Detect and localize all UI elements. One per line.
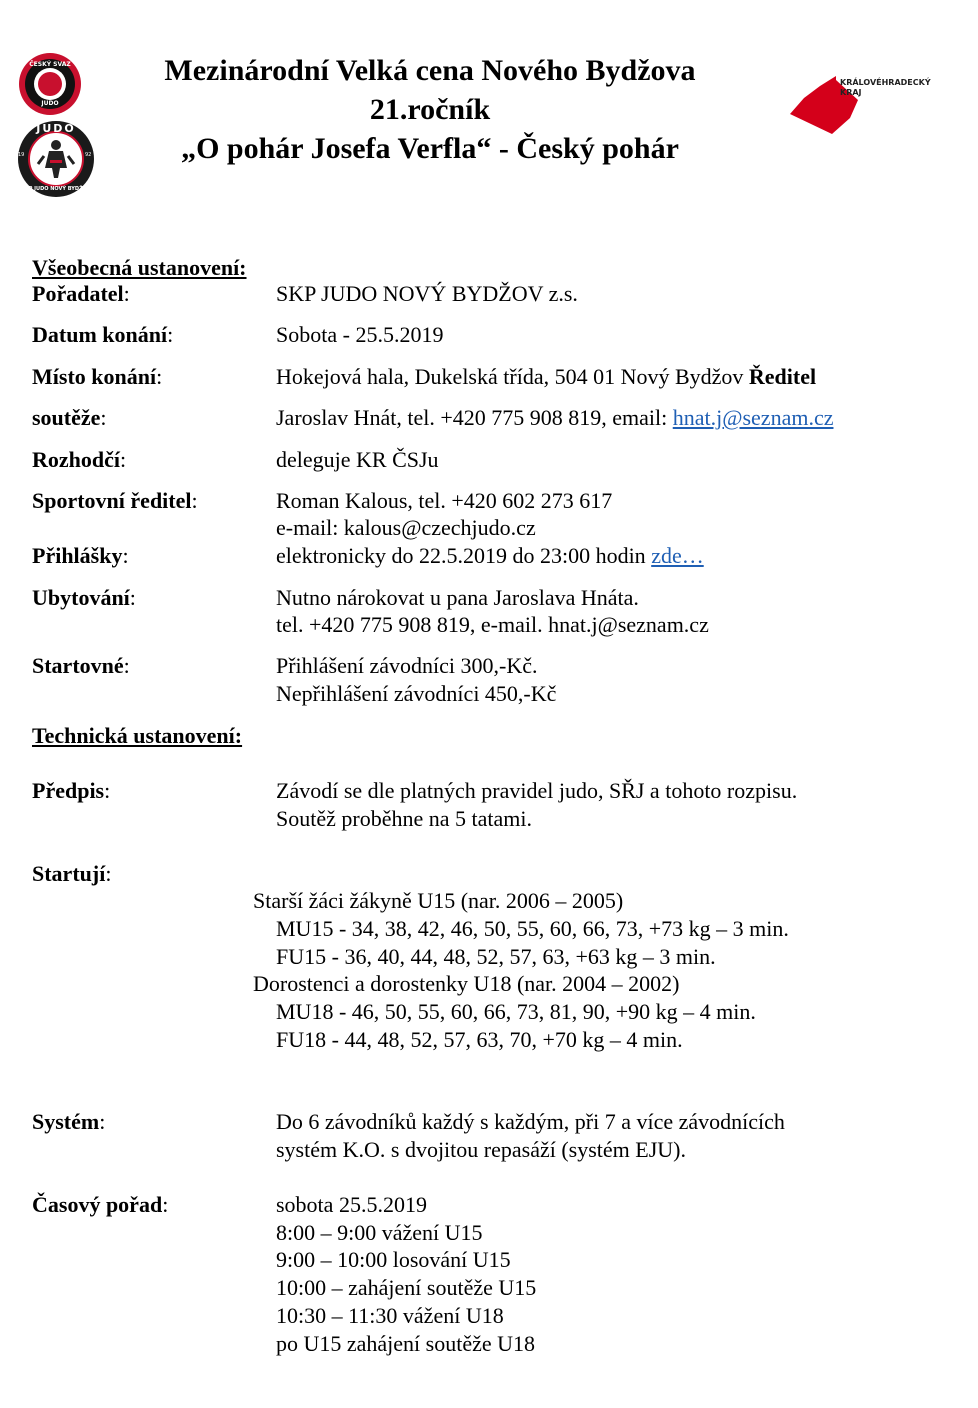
- prihlasky-value: elektronicky do 22.5.2019 do 23:00 hodin zde…: [276, 543, 704, 568]
- region-logo-line2: KRAJ: [840, 88, 862, 97]
- casovy-line: 10:00 – zahájení soutěže U15: [276, 1275, 537, 1300]
- startovne-value2: Nepřihlášení závodníci 450,-Kč: [276, 681, 557, 706]
- ubytovani-value2: tel. +420 775 908 819, e-mail. hnat.j@seznam.cz: [276, 612, 709, 637]
- startuji-line: MU15 - 34, 38, 42, 46, 50, 55, 60, 66, 73, +73 kg – 3 min.: [276, 916, 789, 941]
- logo2-bottom-text: SKP JUDO NOVÝ BYDŽOV: [21, 186, 91, 192]
- logo2-top-text: JUDO: [36, 122, 76, 135]
- misto-label: Místo konání:: [32, 364, 163, 389]
- souteze-value: Jaroslav Hnát, tel. +420 775 908 819, email: hnat.j@seznam.cz: [276, 405, 834, 430]
- casovy-label: Časový pořad:: [32, 1192, 169, 1217]
- startuji-label: Startují:: [32, 861, 112, 886]
- startuji-line: Dorostenci a dorostenky U18 (nar. 2004 – 2002): [253, 971, 680, 996]
- page-title-line3: „O pohár Josefa Verfla“ - Český pohár: [181, 132, 679, 165]
- logo2-year-left: 19: [18, 152, 25, 158]
- startuji-line: FU18 - 44, 48, 52, 57, 63, 70, +70 kg – 4 min.: [276, 1027, 683, 1052]
- logo1-top-text: ČESKÝ SVAZ: [29, 61, 71, 68]
- prihlasky-link[interactable]: zde…: [651, 543, 704, 568]
- predpis-label: Předpis:: [32, 778, 111, 803]
- casovy-line: po U15 zahájení soutěže U18: [276, 1331, 536, 1356]
- casovy-line: 8:00 – 9:00 vážení U15: [276, 1220, 483, 1245]
- sportovni-value2: e-mail: kalous@czechjudo.cz: [276, 515, 536, 540]
- logo1-bottom-text: JUDO: [41, 100, 59, 107]
- souteze-label: soutěže:: [32, 405, 107, 430]
- poradatel-label: Pořadatel:: [32, 281, 130, 306]
- predpis-value2: Soutěž proběhne na 5 tatami.: [276, 806, 532, 831]
- region-logo-line1: KRÁLOVÉHRADECKÝ: [840, 78, 931, 87]
- datum-value: Sobota - 25.5.2019: [276, 322, 444, 347]
- logo2-year-right: 92: [85, 152, 92, 158]
- system-label: Systém:: [32, 1109, 106, 1134]
- ubytovani-value1: Nutno nárokovat u pana Jaroslava Hnáta.: [276, 585, 639, 610]
- general-heading: Všeobecná ustanovení:: [32, 255, 247, 280]
- startuji-line: Starší žáci žákyně U15 (nar. 2006 – 2005): [253, 888, 624, 913]
- misto-value: Hokejová hala, Dukelská třída, 504 01 Nový Bydžov Ředitel: [276, 364, 817, 389]
- predpis-value1: Závodí se dle platných pravidel judo, SŘJ a tohoto rozpisu.: [276, 778, 798, 803]
- sportovni-label: Sportovní ředitel:: [32, 488, 198, 513]
- system-value1: Do 6 závodníků každý s každým, při 7 a více závodnících: [276, 1109, 785, 1134]
- page-title-line1: Mezinárodní Velká cena Nového Bydžova: [164, 54, 696, 87]
- datum-label: Datum konání:: [32, 322, 174, 347]
- sportovni-value1: Roman Kalous, tel. +420 602 273 617: [276, 488, 613, 513]
- casovy-line: 9:00 – 10:00 losování U15: [276, 1247, 511, 1272]
- rozhodci-value: deleguje KR ČSJu: [276, 447, 439, 472]
- startovne-value1: Přihlášení závodníci 300,-Kč.: [276, 653, 538, 678]
- technical-heading: Technická ustanovení:: [32, 723, 243, 748]
- system-value2: systém K.O. s dvojitou repasáží (systém EJU).: [276, 1137, 686, 1162]
- casovy-line: sobota 25.5.2019: [276, 1192, 427, 1217]
- misto-value-bold: Ředitel: [748, 364, 817, 389]
- startuji-line: MU18 - 46, 50, 55, 60, 66, 73, 81, 90, +90 kg – 4 min.: [276, 999, 756, 1024]
- prihlasky-label: Přihlášky:: [32, 543, 129, 568]
- casovy-line: 10:30 – 11:30 vážení U18: [276, 1303, 504, 1328]
- ubytovani-label: Ubytování:: [32, 585, 136, 610]
- page-title-line2: 21.ročník: [369, 93, 491, 126]
- startovne-label: Startovné:: [32, 653, 130, 678]
- poradatel-value: SKP JUDO NOVÝ BYDŽOV z.s.: [276, 281, 578, 306]
- rozhodci-label: Rozhodčí:: [32, 447, 127, 472]
- souteze-email-link[interactable]: hnat.j@seznam.cz: [672, 405, 834, 430]
- startuji-line: FU15 - 36, 40, 44, 48, 52, 57, 63, +63 kg – 3 min.: [276, 944, 716, 969]
